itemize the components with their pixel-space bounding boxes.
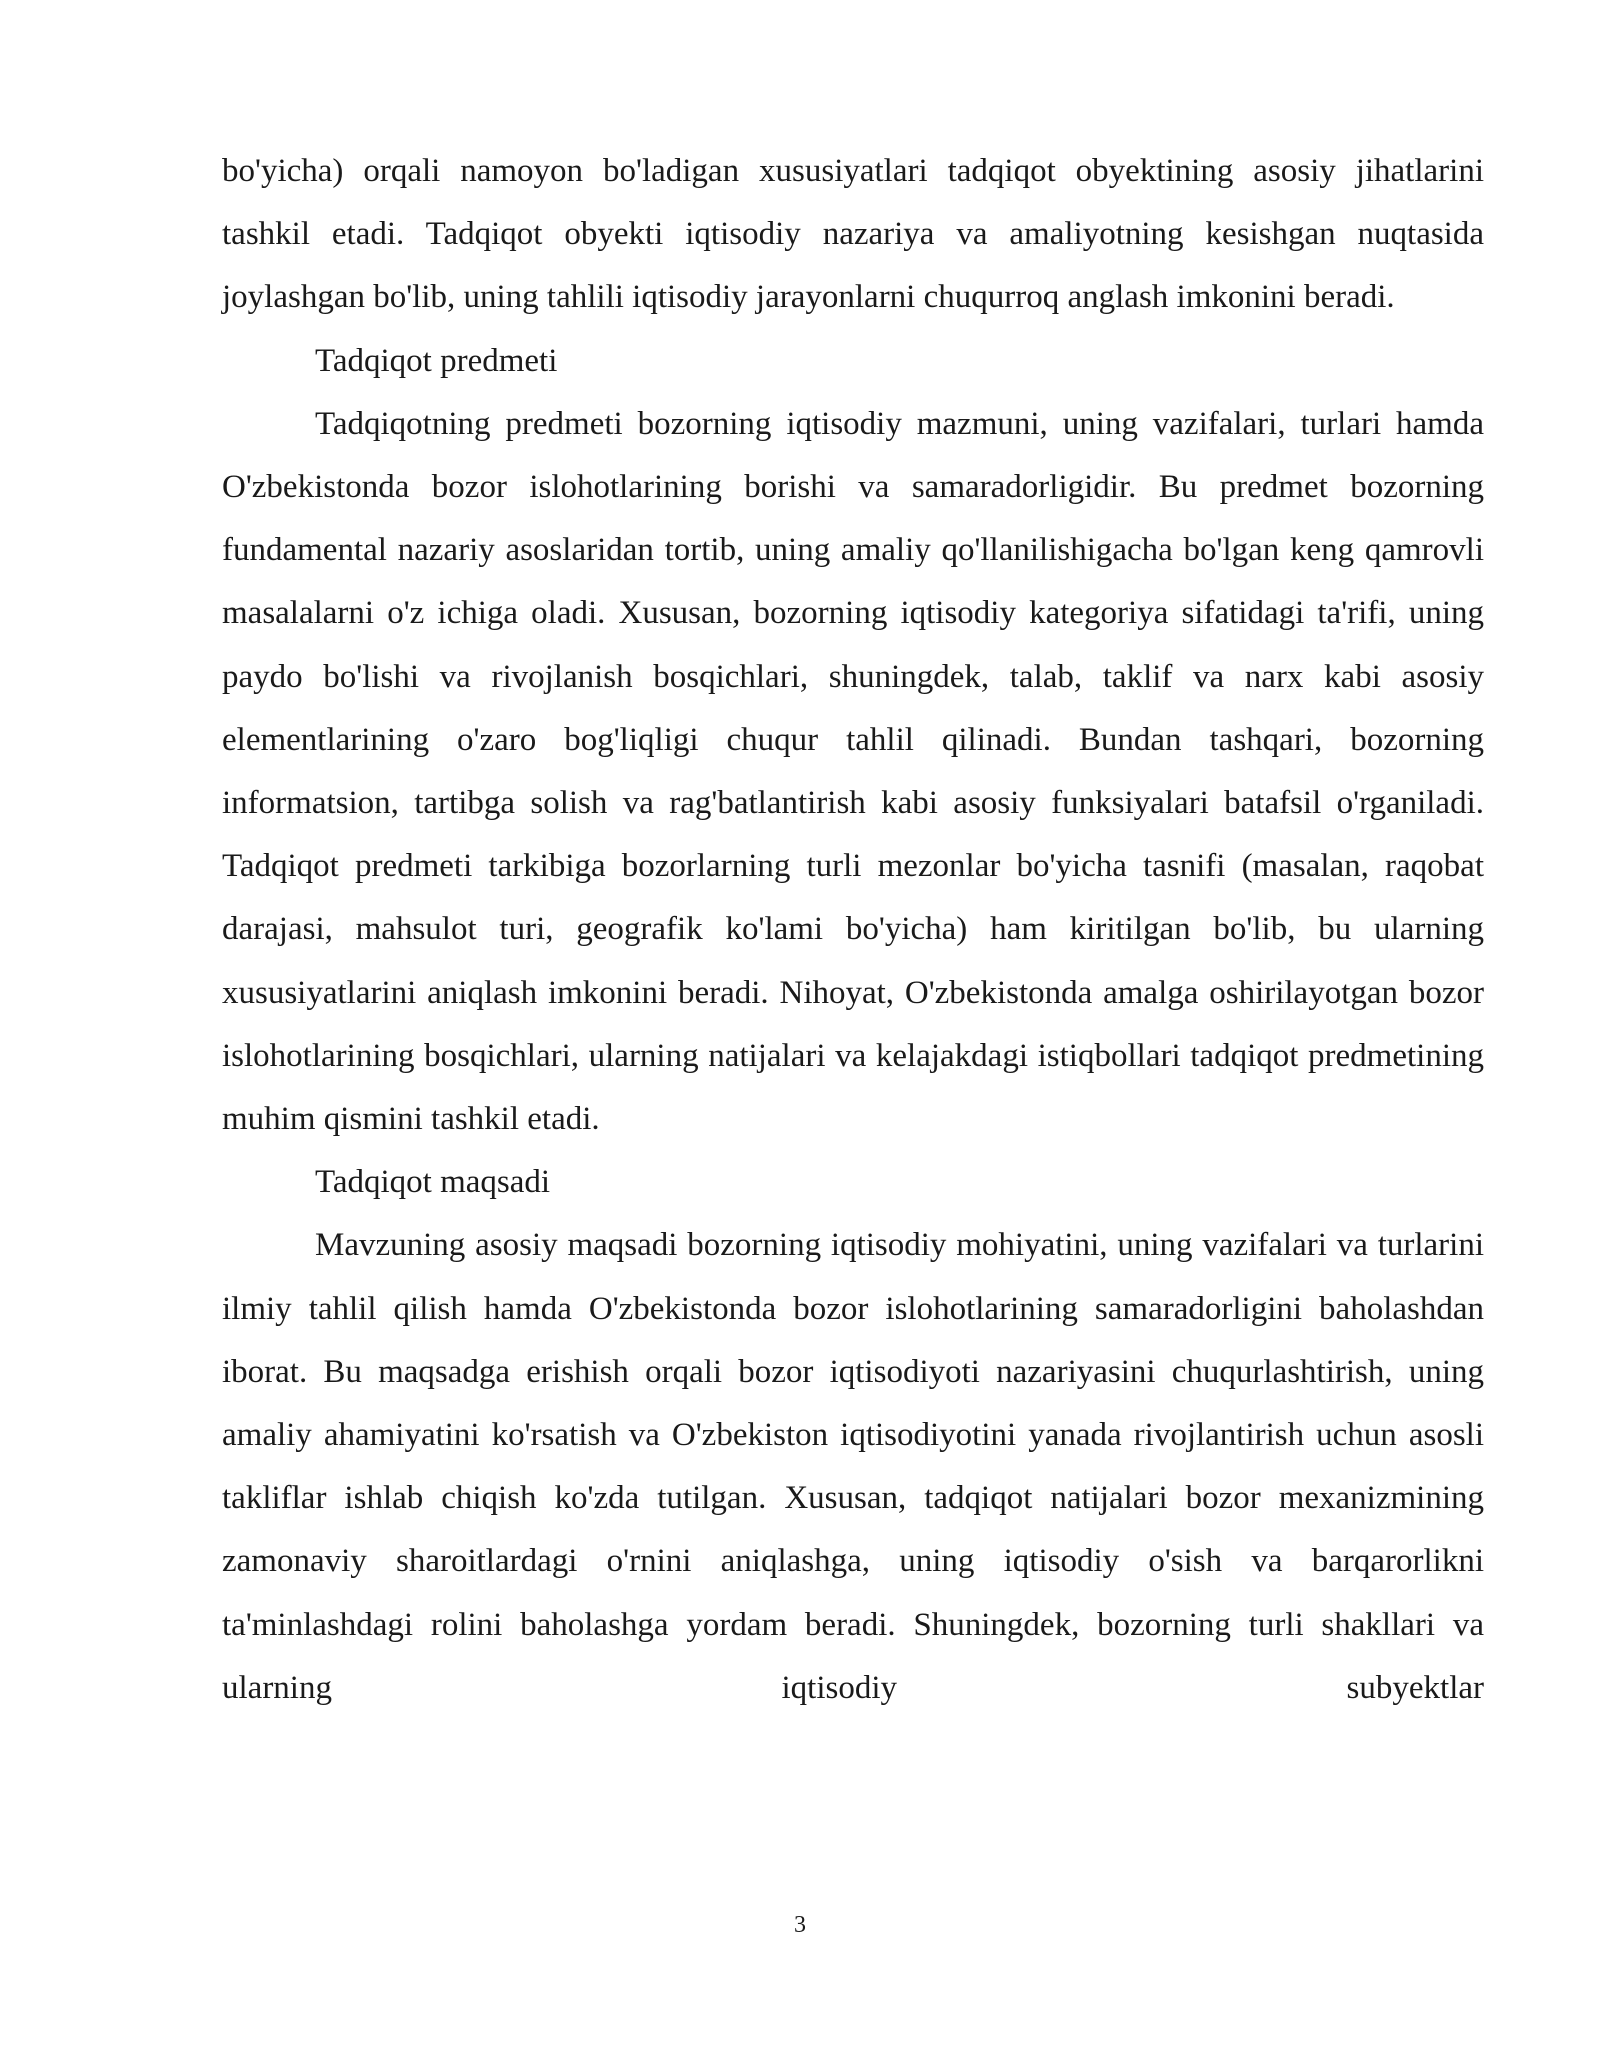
- heading-research-goal: Tadqiqot maqsadi: [315, 1164, 551, 1201]
- body-text: [222, 140, 1484, 1720]
- paragraph-research-goal: Mavzuning asosiy maqsadi bozorning iqtisodiy mohiyatini, uning vazifalari va turlarini ilmiy tahlil qilish hamda O'zbekistonda bozor islohotlarining samaradorligini baholashdan iborat. Bu maqsadga erishish orqali bozor iqtisodiyoti nazariyasini chuqurlashtirish, uning amaliy ahamiyatini ko'rsatish va O'zbekiston iqtisodiyotini yanada rivojlantirish uchun asosli takliflar ishlab chiqish ko'zda tutilgan. Xususan, tadqiqot natijalari bozor mexanizmining zamonaviy sharoitlardagi o'rnini aniqlashga, uning iqtisodiy o'sish va barqarorlikni ta'minlashdagi rolini baholashga yordam beradi. Shuningdek, bozorning turli shakllari va ularning iqtisodiy subyektlar: [222, 1227, 1484, 1706]
- paragraph-research-subject: Tadqiqotning predmeti bozorning iqtisodiy mazmuni, uning vazifalari, turlari hamda O'zbekistonda bozor islohotlarining borishi va samaradorligidir. Bu predmet bozorning fundamental nazariy asoslaridan tortib, uning amaliy qo'llanilishigacha bo'lgan keng qamrovli masalalarni o'z ichiga oladi. Xususan, bozorning iqtisodiy kategoriya sifatidagi ta'rifi, uning paydo bo'lishi va rivojlanish bosqichlari, shuningdek, talab, taklif va narx kabi asosiy elementlarining o'zaro bog'liqligi chuqur tahlil qilinadi. Bundan tashqari, bozorning informatsion, tartibga solish va rag'batlantirish kabi asosiy funksiyalari batafsil o'rganiladi. Tadqiqot predmeti tarkibiga bozorlarning turli mezonlar bo'yicha tasnifi (masalan, raqobat darajasi, mahsulot turi, geografik ko'lami bo'yicha) ham kiritilgan bo'lib, bu ularning xususiyatlarini aniqlash imkonini beradi. Nihoyat, O'zbekistonda amalga oshirilayotgan bozor islohotlarining bosqichlari, ularning natijalari va kelajakdagi istiqbollari tadqiqot predmetining muhim qismini tashkil etadi.: [222, 405, 1484, 1138]
- paragraph-object-continued: bo'yicha) orqali namoyon bo'ladigan xususiyatlari tadqiqot obyektining asosiy jihatlarini tashkil etadi. Tadqiqot obyekti iqtisodiy nazariya va amaliyotning kesishgan nuqtasida joylashgan bo'lib, uning tahlili iqtisodiy jarayonlarni chuqurroq anglash imkonini beradi.: [222, 153, 1484, 316]
- heading-research-subject: Tadqiqot predmeti: [315, 342, 558, 379]
- page-number: 3: [794, 1912, 806, 1938]
